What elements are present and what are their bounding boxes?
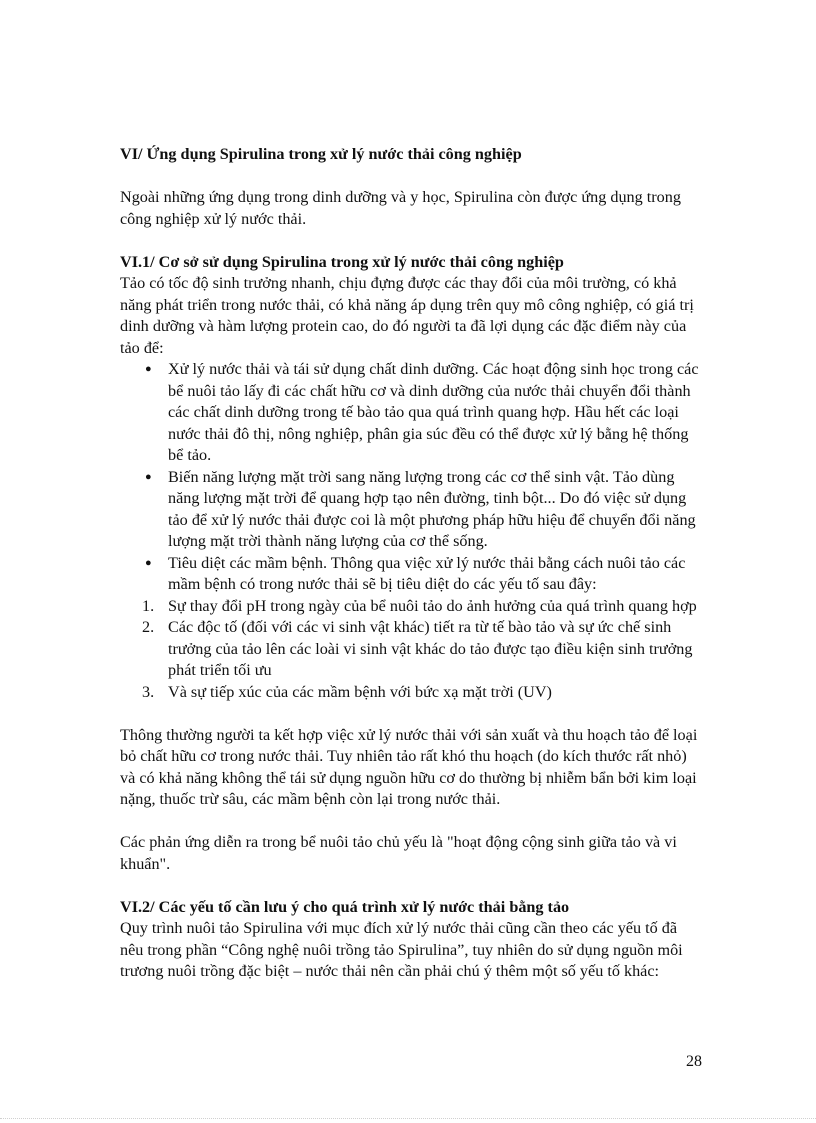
numbered-text: Và sự tiếp xúc của các mầm bệnh với bức xạ mặt trời (UV): [168, 682, 552, 701]
spacer: [120, 875, 700, 897]
body-paragraph: Các phản ứng diễn ra trong bể nuôi tảo chủ yếu là "hoạt động cộng sinh giữa tảo và vi khuẩn".: [120, 833, 677, 873]
list-number: 3.: [142, 682, 155, 701]
subsection-heading-2: VI.2/ Các yếu tố cần lưu ý cho quá trình xử lý nước thải bằng tảo: [120, 897, 570, 916]
bullet-text: Tiêu diệt các mầm bệnh. Thông qua việc xử lý nước thải bằng cách nuôi tảo các mầm bệnh có trong nước thải sẽ bị tiêu diệt do các yếu tố sau đây:: [168, 553, 686, 593]
numbered-list: [120, 596, 700, 704]
bullet-dot-icon: ●: [145, 363, 152, 375]
bullet-text: Xử lý nước thải và tái sử dụng chất dinh dưỡng. Các hoạt động sinh học trong các bể nuôi tảo lấy đi các chất hữu cơ và dinh dưỡng của nước thải chuyển đổi thành các chất dinh dưỡng trong tế bào tảo qua quá trình quang hợp. Hầu hết các loại nước thải đô thị, nông nghiệp, phân gia súc đều có thể được xử lý bằng hệ thống bể tảo.: [168, 360, 699, 464]
list-number: 2.: [142, 618, 155, 636]
spacer: [120, 166, 700, 188]
bullet-dot-icon: ●: [145, 470, 152, 483]
numbered-item: [120, 617, 700, 682]
spacer: [120, 230, 700, 252]
bullet-text: Biến năng lượng mặt trời sang năng lượng trong các cơ thể sinh vật. Tảo dùng năng lượng mặt trời để quang hợp tạo nên đường, tinh bột... Do đó việc sử dụng tảo để xử lý nước thải được coi là một phương pháp hữu hiệu để chuyển đổi năng lượng mặt trời thành năng lượng của cơ thể sống.: [168, 467, 696, 550]
section-intro-paragraph: Ngoài những ứng dụng trong dinh dưỡng và y học, Spirulina còn được ứng dụng trong công nghiệp xử lý nước thải.: [120, 188, 681, 228]
body-paragraph: Thông thường người ta kết hợp việc xử lý nước thải với sản xuất và thu hoạch tảo để loại bỏ chất hữu cơ trong nước thải. Tuy nhiên tảo rất khó thu hoạch (do kích thước rất nhỏ) và có khả năng không thể tái sử dụng nguồn hữu cơ do thường bị nhiễm bẩn bởi kim loại nặng, thuốc trừ sâu, các mầm bệnh còn lại trong nước thải.: [120, 725, 698, 808]
bullet-item: [120, 553, 700, 596]
bullet-dot-icon: ●: [145, 556, 152, 569]
numbered-text: Sự thay đổi pH trong ngày của bể nuôi tảo do ảnh hưởng của quá trình quang hợp: [168, 596, 697, 615]
subsection-heading-1: VI.1/ Cơ sở sử dụng Spirulina trong xử lý nước thải công nghiệp: [120, 252, 564, 271]
subsection-1-paragraph: Tảo có tốc độ sinh trưởng nhanh, chịu đựng được các thay đổi của môi trường, có khả năng phát triển trong nước thải, có khả năng áp dụng trên quy mô công nghiệp, có giá trị dinh dưỡng và hàm lượng protein cao, do đó người ta đã lợi dụng các đặc điểm này của tảo để:: [120, 274, 694, 357]
page-content: [120, 144, 700, 983]
section-heading: VI/ Ứng dụng Spirulina trong xử lý nước thải công nghiệp: [120, 145, 522, 163]
page-number: 28: [686, 1053, 702, 1070]
page-bottom-divider: [0, 1118, 816, 1119]
list-number: 1.: [142, 596, 155, 615]
numbered-item: [120, 682, 700, 704]
bullet-item: [120, 359, 700, 467]
numbered-item: [120, 596, 700, 618]
bullet-item: [120, 467, 700, 553]
spacer: [120, 811, 700, 833]
bullet-list: [120, 359, 700, 596]
numbered-text: Các độc tố (đối với các vi sinh vật khác) tiết ra từ tế bào tảo và sự ức chế sinh trưởng của tảo lên các loài vi sinh vật khác do tảo được tạo điều kiện sinh trưởng phát triển tối ưu: [168, 618, 693, 679]
spacer: [120, 703, 700, 725]
subsection-2-paragraph: Quy trình nuôi tảo Spirulina với mục đích xử lý nước thải cũng cần theo các yếu tố đã nêu trong phần “Công nghệ nuôi trồng tảo Spirulina”, tuy nhiên do sử dụng nguồn môi trương nuôi trồng đặc biệt – nước thải nên cần phải chú ý thêm một số yếu tố khác:: [120, 919, 683, 980]
